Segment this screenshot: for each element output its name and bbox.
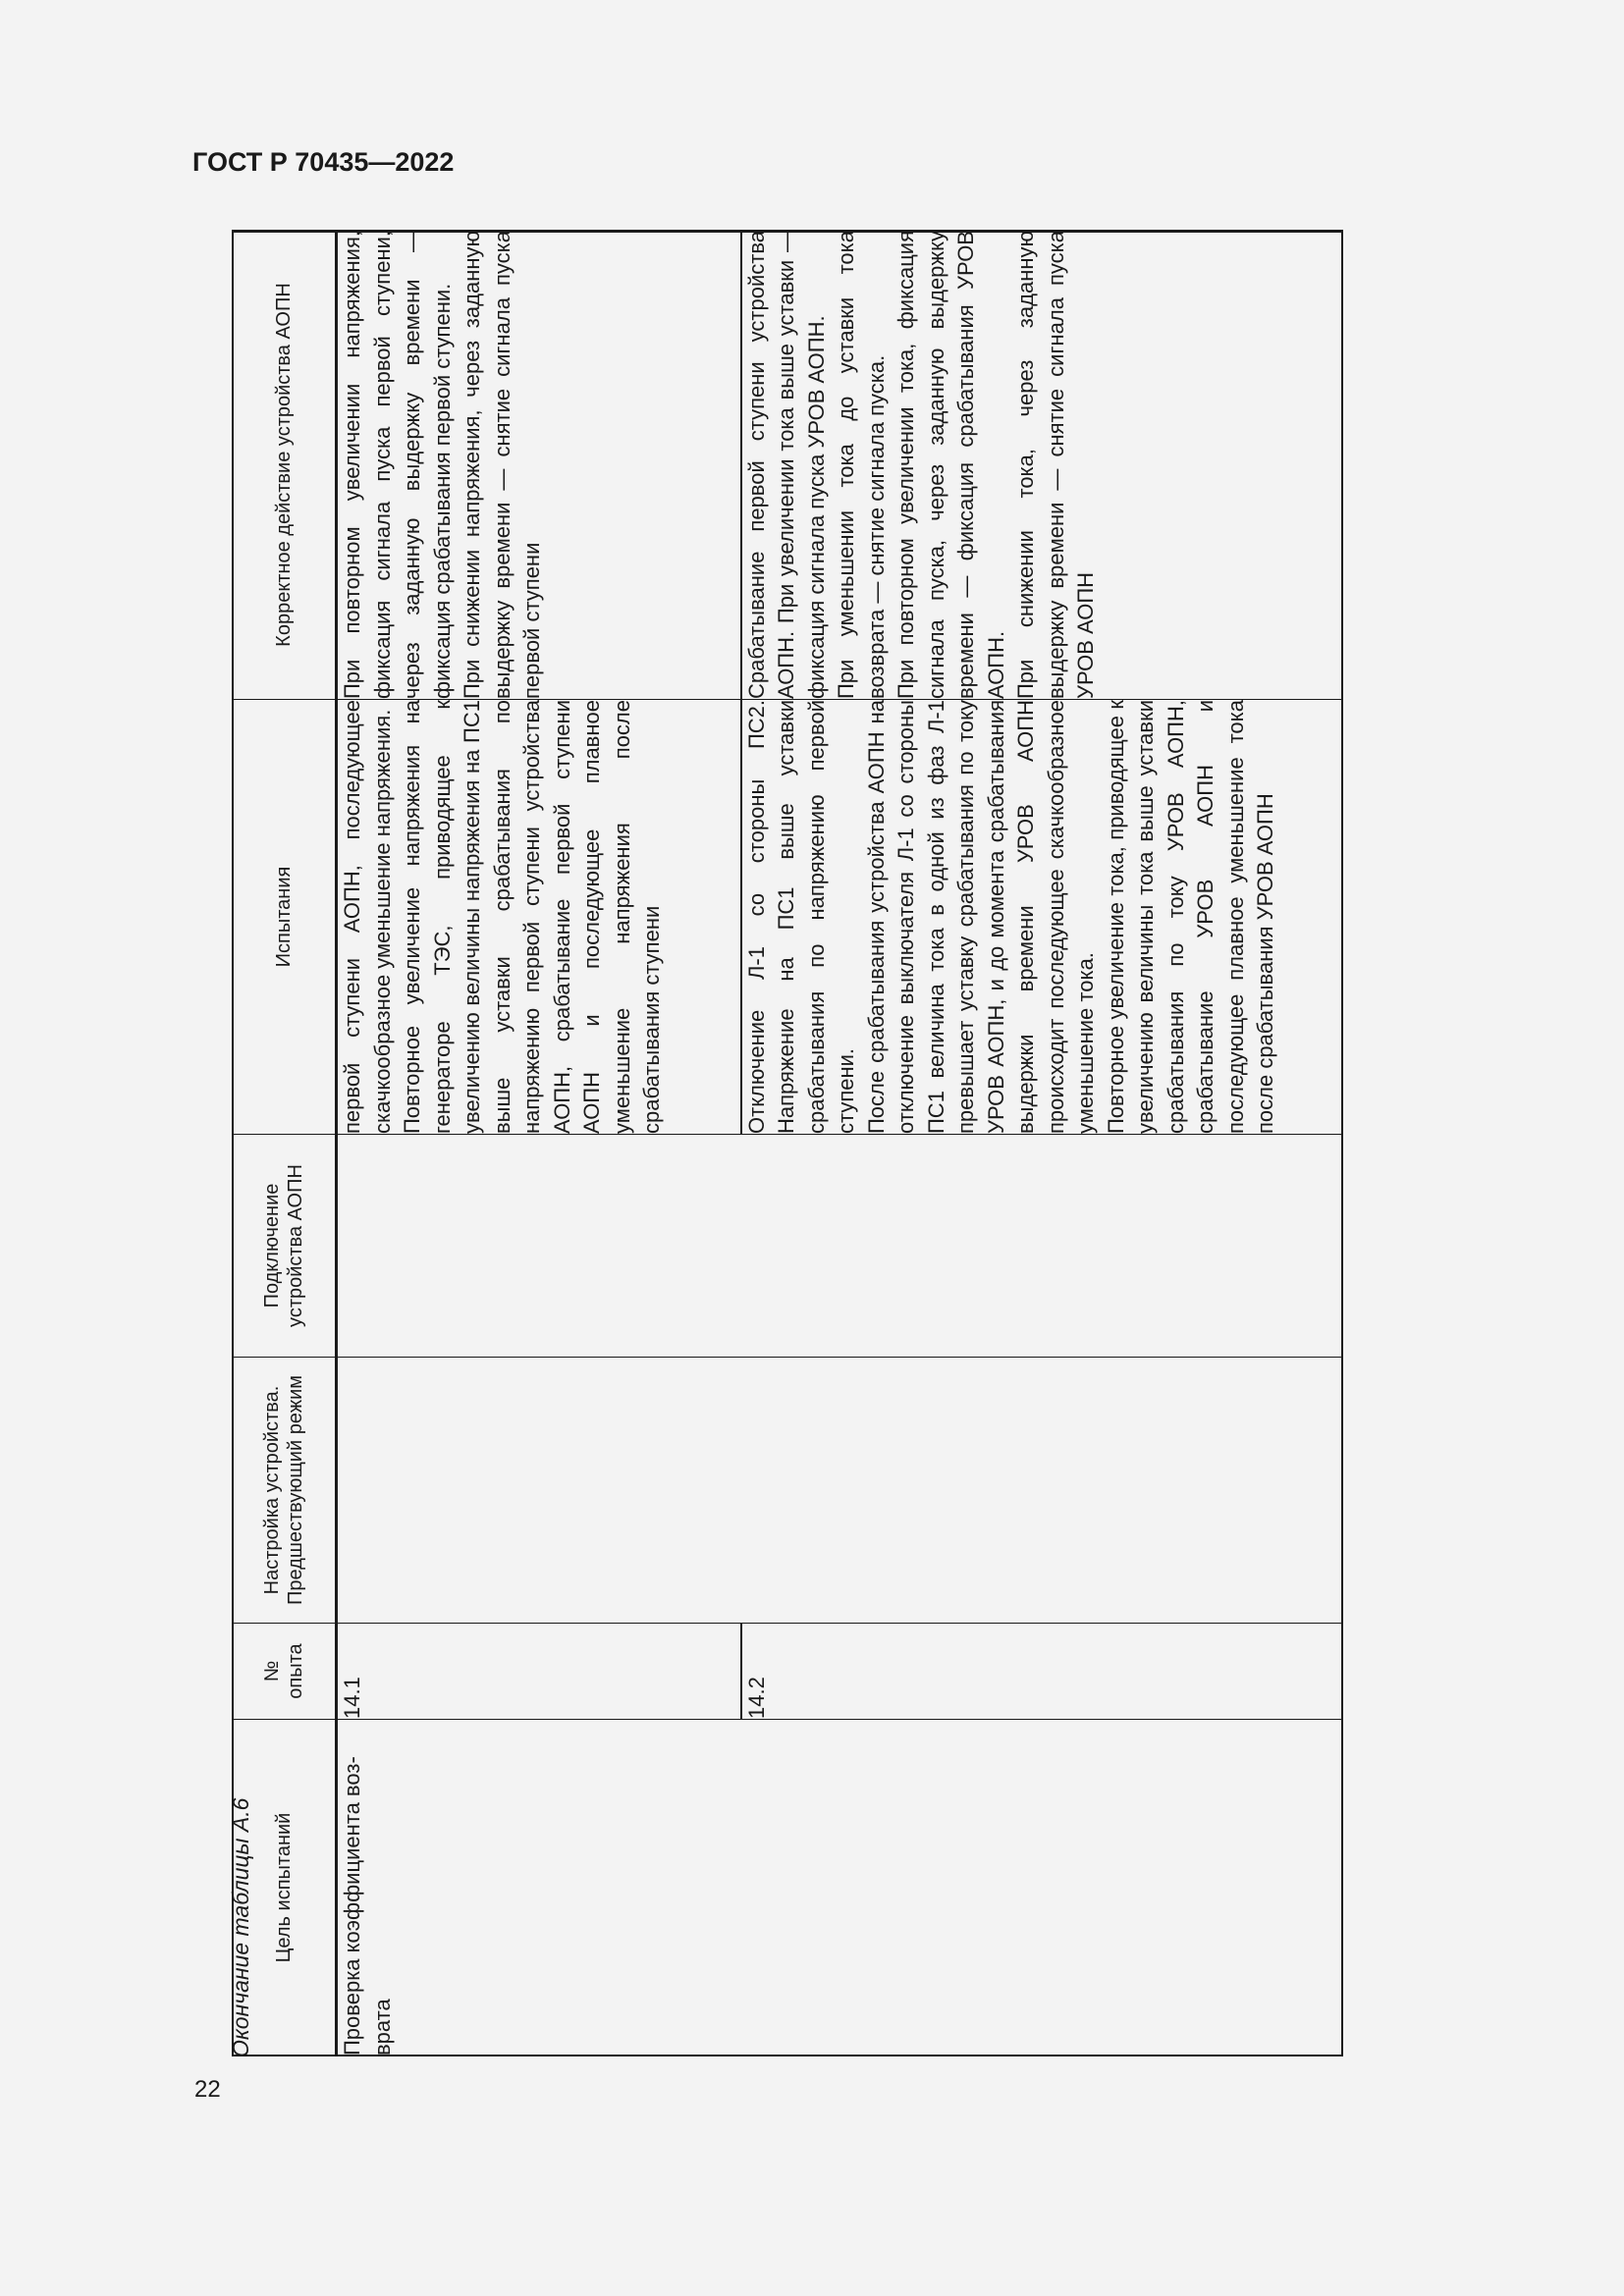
row-number: 14.1: [337, 1624, 741, 1720]
row-number: 14.2: [741, 1624, 1343, 1720]
page-number: 22: [194, 2076, 221, 2103]
tests-paragraph: первой ступени АОПН, последующее скачкообразное уменьшение напряжения.: [340, 700, 395, 1134]
action-paragraph: При снижении тока, через заданную выдержку времени — снятие сигнала пуска УРОВ АОПН: [1013, 231, 1098, 699]
table-caption: Окончание таблицы А.6: [228, 1797, 253, 2057]
action-paragraph: При повторном увеличении тока, фиксация сигнала пуска, через заданную выдержку времени — фиксация срабатывания УРОВ АОПН.: [893, 231, 1008, 699]
action-paragraph: При уменьшении тока до уставки тока возврата — снятие сигнала пуска.: [834, 231, 889, 699]
header-number: № опыта: [233, 1624, 337, 1720]
header-setup: Настройка устройства. Предшествующий режим: [233, 1358, 337, 1624]
header-goal: Цель испытаний: [233, 1720, 337, 2056]
tests-paragraph: Отключение Л-1 со стороны ПС2. Напряжение на ПС1 выше уставки срабатывания по напряжению первой ступени.: [743, 700, 858, 1134]
action-paragraph: Срабатывание первой ступени устройства АОПН. При увеличении тока выше уставки — фиксация сигнала пуска УРОВ АОПН.: [743, 231, 829, 699]
tests-paragraph: Повторное увеличение напряжения на генераторе ТЭС, приводящее к увеличению величины напряжения на ПС1 выше уставки срабатывания по напряжению первой ступени устройства АОПН, срабатывание первой ступени АОПН и последующее плавное уменьшение напряжения после срабатывания ступени: [400, 700, 664, 1134]
tests-paragraph: После срабатывания устройства АОПН на отключение выключателя Л-1 со стороны ПС1 величина тока в одной из фаз Л-1 превышает уставку срабатывания по току УРОВ АОПН, и до момента срабатывания выдержки времени УРОВ АОПН происходит последующее скачкообразное уменьшение тока.: [863, 700, 1098, 1134]
table-outer-frame: [232, 231, 1343, 2056]
header-correct-action: Корректное действие устройства АОПН: [233, 231, 337, 700]
header-tests: Испытания: [233, 700, 337, 1135]
action-paragraph: При повторном увеличении напряжения, фиксация сигнала пуска первой ступени, через заданную выдержку времени — фиксация срабатывания первой ступени.: [340, 231, 455, 699]
header-connection: Подключение устройства АОПН: [233, 1135, 337, 1358]
goal-cell: Проверка коэффициента возврата: [337, 1720, 1343, 2056]
action-paragraph: При снижении напряжения, через заданную выдержку времени — снятие сигнала пуска первой ступени: [460, 231, 544, 699]
tests-paragraph: Повторное увеличение тока, приводящее к увеличению величины тока выше уставки срабатывания по току УРОВ АОПН, срабатывание УРОВ АОПН и последующее плавное уменьшение тока после срабатывания УРОВ АОПН: [1103, 700, 1277, 1134]
document-title: ГОСТ Р 70435—2022: [192, 147, 455, 177]
